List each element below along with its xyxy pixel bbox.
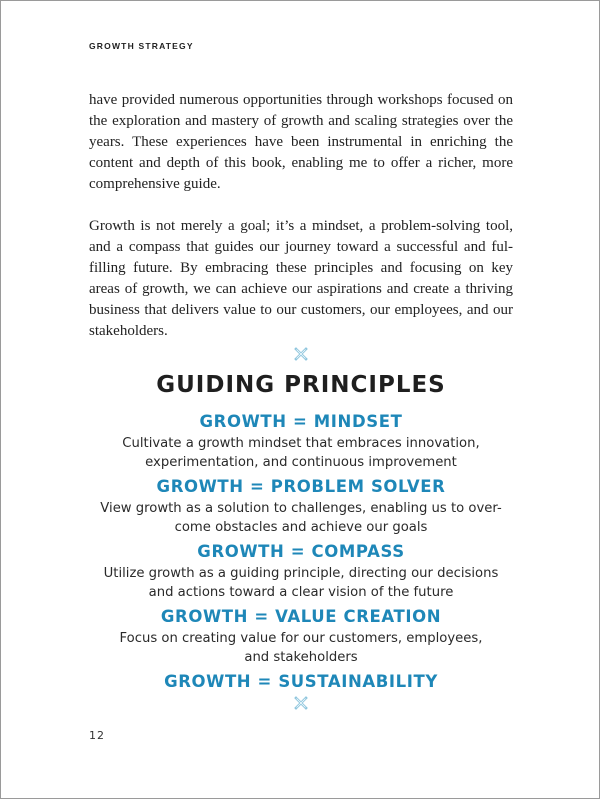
principle-description-line: come obstacles and achieve our goals (174, 520, 428, 535)
principle-heading: GROWTH = SUSTAINABILITY (164, 672, 438, 691)
principle-description-line: and stakeholders (244, 650, 358, 665)
x-cross-ornament-icon (293, 695, 309, 711)
x-cross-ornament-icon (293, 346, 309, 362)
page-number: 12 (89, 729, 105, 742)
guiding-principles-title: GUIDING PRINCIPLES (156, 372, 446, 398)
principle-description-line: Utilize growth as a guiding principle, directing our decisions (103, 566, 499, 581)
principle-heading: GROWTH = MINDSET (199, 412, 403, 431)
principle-description-line: experimentation, and continuous improvement (145, 455, 457, 470)
principle-description-line: and actions toward a clear vision of the future (148, 585, 454, 600)
principle-sustainability (61, 670, 541, 694)
principle-heading: GROWTH = VALUE CREATION (160, 607, 442, 626)
guiding-principles-section (61, 367, 541, 694)
principle-value-creation (61, 605, 541, 667)
section-ornament-bottom (1, 695, 600, 711)
body-paragraph-2: Growth is not merely a goal; it’s a mindset, a problem-solving tool, and a compass that guides our journey toward a successful and fulfilling future. By embracing these principles and focusing on key areas of growth, we can achieve our aspirations and create a thriving business that delivers value to our customers, our employees, and our stakeholders. (89, 218, 513, 339)
running-head: GROWTH STRATEGY (89, 41, 194, 51)
principle-description-line: Cultivate a growth mindset that embraces innovation, (122, 436, 480, 451)
principle-description-line: Focus on creating value for our customers, employees, (119, 631, 483, 646)
principle-compass (61, 540, 541, 602)
principle-heading: GROWTH = PROBLEM SOLVER (156, 477, 446, 496)
principle-description-line: View growth as a solution to challenges, enabling us to over- (100, 501, 502, 516)
section-ornament-top (1, 346, 600, 362)
principle-problem-solver (61, 475, 541, 537)
body-paragraph-1: have provided numerous opportunities through workshops focused on the exploration and mastery of growth and scaling strategies over the years. These experiences have been instrumental in enriching the content and depth of this book, enabling me to offer a richer, more comprehensive guide. (89, 92, 513, 192)
principle-heading: GROWTH = COMPASS (197, 542, 405, 561)
principle-mindset (61, 410, 541, 472)
